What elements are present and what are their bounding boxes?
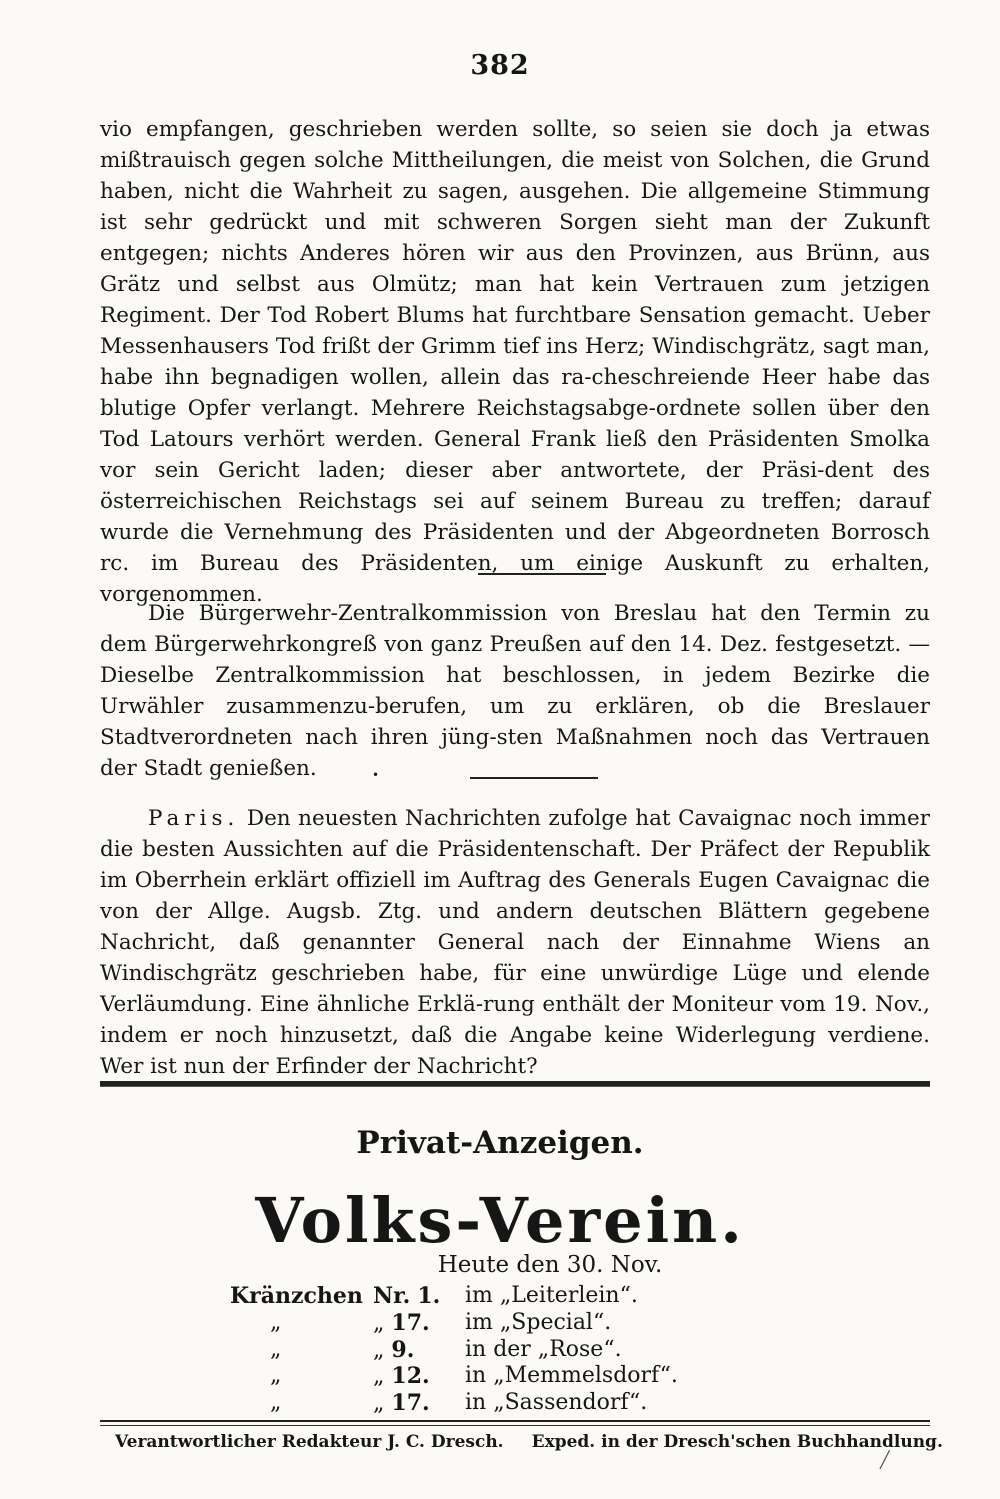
footer-rule [100, 1420, 930, 1422]
event-number: 12. [391, 1363, 430, 1389]
article-text: Den neuesten Nachrichten zufolge hat Cavaignac noch immer die besten Aussichten auf die Präsidentenschaft. Der Präfect der Republik im Oberrhein erklärt offiziell im Auftrag des Generals Eugen Cavaignac die von der Allge. Augsb. Ztg. und andern deutschen Blättern gegebene Nachricht, daß genannter General nach der Einnahme Wiens an Windischgrätz geschrieben habe, für eine unwürdige Lüge und elende Verläumdung. Eine ähnliche Erklä-rung enthält der Moniteur vom 19. Nov., indem er noch hinzusetzt, daß die Angabe keine Widerlegung verdiene. Wer ist nun der Erfinder der Nachricht? [100, 806, 930, 1079]
event-nr-prefix: „ [373, 1311, 385, 1336]
event-row [0, 1310, 1000, 1336]
ditto-mark: „ [270, 1337, 282, 1362]
separator-rule [478, 573, 606, 575]
imprint-editor: Verantwortlicher Redakteur J. C. Dresch. [115, 1432, 504, 1452]
event-label: Kränzchen [230, 1283, 363, 1309]
article-paris-report [100, 803, 930, 1082]
ditto-mark: „ [270, 1310, 282, 1335]
imprint [115, 1432, 943, 1452]
margin-mark: ╱ [880, 1450, 890, 1469]
event-place: im „Special“. [465, 1310, 612, 1335]
ditto-mark: „ [270, 1363, 282, 1388]
separator-rule [470, 777, 598, 779]
article-breslau-report [100, 598, 930, 784]
article-dateline: Paris. [148, 806, 240, 831]
event-nr-prefix: „ [373, 1364, 385, 1389]
event-number: 9. [391, 1337, 415, 1363]
event-nr-prefix: „ [373, 1338, 385, 1363]
event-place: im „Leiterlein“. [465, 1283, 638, 1308]
event-number: 1. [417, 1283, 441, 1309]
page-number: 382 [470, 50, 530, 81]
event-row [0, 1283, 1000, 1309]
event-row [0, 1337, 1000, 1363]
event-nr-prefix: Nr. [373, 1283, 411, 1309]
event-date: Heute den 30. Nov. [437, 1252, 663, 1278]
ink-speck: • [372, 768, 380, 782]
event-place: in „Sassendorf“. [465, 1390, 648, 1415]
article-vienna-report [100, 114, 930, 610]
event-row [0, 1390, 1000, 1416]
section-title: Privat-Anzeigen. [356, 1125, 644, 1161]
event-place: in „Memmelsdorf“. [465, 1363, 678, 1388]
event-row [0, 1363, 1000, 1389]
event-number: 17. [391, 1310, 430, 1336]
advertisement-heading: Volks-Verein. [255, 1184, 745, 1257]
ditto-mark: „ [270, 1390, 282, 1415]
event-number: 17. [391, 1390, 430, 1416]
section-divider [100, 1081, 930, 1087]
article-text: vio empfangen, geschrieben werden sollte, so seien sie doch ja etwas mißtrauisch gegen solche Mittheilungen, die meist von Solchen, die Grund haben, nicht die Wahrheit zu sagen, ausgehen. Die allgemeine Stimmung ist sehr gedrückt und mit schweren Sorgen sieht man der Zukunft entgegen; nichts Anderes hören wir aus den Provinzen, aus Brünn, aus Grätz und selbst aus Olmütz; man hat kein Vertrauen zum jetzigen Regiment. Der Tod Robert Blums hat furchtbare Sensation gemacht. Ueber Messenhausers Tod frißt der Grimm tief ins Herz; Windischgrätz, sagt man, habe ihn begnadigen wollen, allein das ra-cheschreiende Heer habe das blutige Opfer verlangt. Mehrere Reichstagsabge-ordnete sollen über den Tod Latours verhört werden. General Frank ließ den Präsidenten Smolka vor sein Gericht laden; dieser aber antwortete, der Präsi-dent des österreichischen Reichstags sei auf seinem Bureau zu treffen; darauf wurde die Vernehmung des Präsidenten und der Abgeordneten Borrosch rc. im Bureau des Präsidenten, um einige Auskunft zu erhalten, vorgenommen. [100, 117, 930, 607]
footer-rule [100, 1425, 930, 1426]
imprint-expedition: Exped. in der Dresch'schen Buchhandlung. [531, 1432, 943, 1452]
article-text: Die Bürgerwehr-Zentralkommission von Breslau hat den Termin zu dem Bürgerwehrkongreß von ganz Preußen auf den 14. Dez. festgesetzt. — Dieselbe Zentralkommission hat beschlossen, in jedem Bezirke die Urwähler zusammenzu-berufen, um zu erklären, ob die Breslauer Stadtverordneten nach ihren jüng-sten Maßnahmen noch das Vertrauen der Stadt genießen. [100, 601, 930, 781]
event-place: in der „Rose“. [465, 1337, 622, 1362]
event-nr-prefix: „ [373, 1391, 385, 1416]
